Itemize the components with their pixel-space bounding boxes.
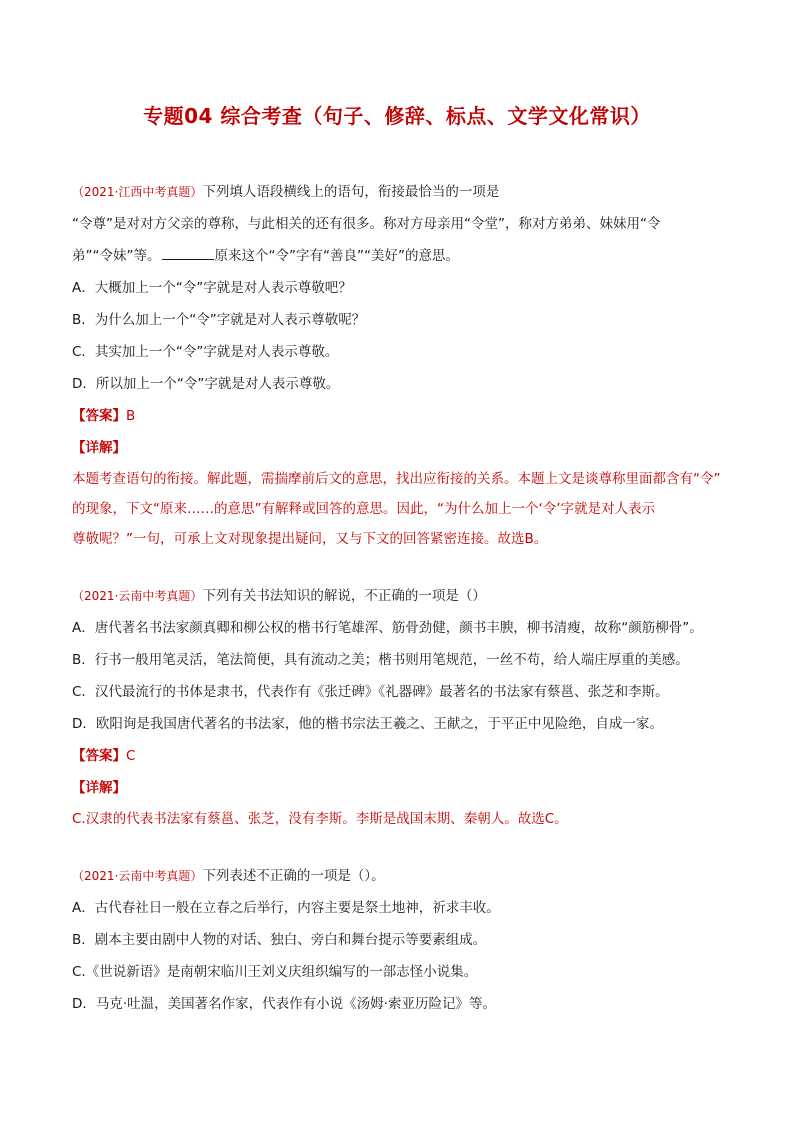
spacer (72, 834, 732, 860)
option-c: C．汉代最流行的书体是隶书，代表作有《张迁碑》《礼器碑》最著名的书法家有蔡邕、张芝和李斯。 (72, 684, 669, 700)
answer-label: 【答案】 (72, 408, 126, 424)
answer-line (72, 400, 732, 432)
document-body (72, 176, 732, 1020)
spacer (72, 554, 732, 580)
option-b: B．为什么加上一个“令”字就是对人表示尊敬呢？ (72, 312, 366, 328)
answer-line (72, 740, 732, 772)
option-c: C.《世说新语》是南朝宋临川王刘义庆组织编写的一部志怪小说集。 (72, 964, 478, 980)
answer-value: B (126, 408, 136, 424)
detail-label: 【详解】 (72, 780, 126, 796)
detail-text: 尊敬呢？”一句，可承上文对现象提出疑问，又与下文的回答紧密连接。故选B。 (72, 531, 548, 547)
option-c: C．其实加上一个“令”字就是对人表示尊敬。 (72, 344, 339, 360)
question-source: （2021·云南中考真题） (72, 869, 203, 883)
answer-label: 【答案】 (72, 748, 126, 764)
passage-line: “令尊”是对对方父亲的尊称，与此相关的还有很多。称对方母亲用“令堂”，称对方弟弟、妹妹用“令 (72, 216, 661, 232)
fill-blank (162, 245, 214, 260)
option-d: D．马克·吐温，美国著名作家，代表作有小说《汤姆·索亚历险记》等。 (72, 996, 496, 1012)
question-stem: （2021·云南中考真题）下列表述不正确的一项是（）。 (72, 868, 385, 884)
question-source: （2021·江西中考真题） (72, 185, 203, 199)
option-a: A．唐代著名书法家颜真卿和柳公权的楷书行笔雄浑、筋骨劲健，颜书丰腴，柳书清瘦，故称“颜筋柳骨”。 (72, 620, 703, 636)
detail-label: 【详解】 (72, 440, 126, 456)
question-2 (72, 580, 732, 834)
detail-text: 本题考查语句的衔接。解此题，需揣摩前后文的意思，找出应衔接的关系。本题上文是谈尊称里面都含有“令” (72, 471, 721, 487)
option-a: A．古代春社日一般在立春之后举行，内容主要是祭土地神，祈求丰收。 (72, 900, 500, 916)
question-stem: （2021·云南中考真题）下列有关书法知识的解说，不正确的一项是（） (72, 588, 486, 604)
question-source: （2021·云南中考真题） (72, 589, 203, 603)
question-3 (72, 860, 732, 1020)
question-1 (72, 176, 732, 554)
answer-value: C (126, 748, 136, 764)
option-b: B．剧本主要由剧中人物的对话、独白、旁白和舞台提示等要素组成。 (72, 932, 487, 948)
option-b: B．行书一般用笔灵活，笔法简便，具有流动之美；楷书则用笔规范，一丝不苟，给人端庄厚重的美感。 (72, 652, 689, 668)
question-stem: （2021·江西中考真题）下列填人语段横线上的语句，衔接最恰当的一项是 (72, 184, 500, 200)
option-d: D．欧阳询是我国唐代著名的书法家，他的楷书宗法王羲之、王献之，于平正中见险绝，自成一家。 (72, 716, 663, 732)
page-title: 专题04 综合考查（句子、修辞、标点、文学文化常识） (143, 104, 651, 128)
option-a: A．大概加上一个“令”字就是对人表示尊敬吧？ (72, 280, 352, 296)
passage-line: 弟”“令妹”等。 原来这个“令”字有“善良”“美好”的意思。 (72, 240, 732, 272)
detail-text: C.汉隶的代表书法家有蔡邕、张芝，没有李斯。李斯是战国末期、秦朝人。故选C。 (72, 811, 568, 827)
option-d: D．所以加上一个“令”字就是对人表示尊敬。 (72, 376, 340, 392)
detail-text: 的现象，下文“原来……的意思”有解释或回答的意思。因此，“为什么加上一个‘令’字就是对人表示 (72, 501, 656, 517)
